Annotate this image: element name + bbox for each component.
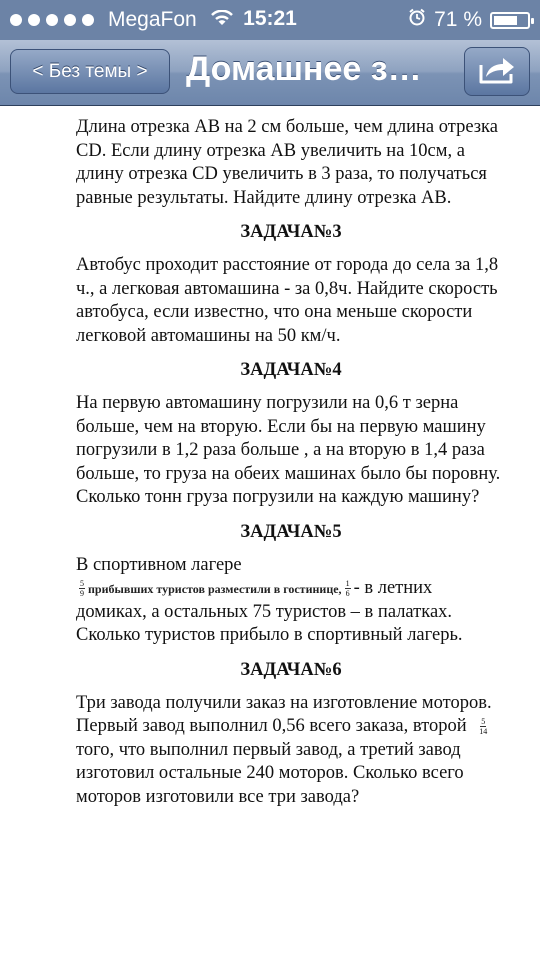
carrier-name: MegaFon [108, 8, 197, 31]
status-bar [0, 0, 540, 40]
share-button[interactable] [464, 47, 530, 96]
navigation-bar [0, 40, 540, 106]
task-4-text: На первую автомашину погрузили на 0,6 т зерна больше, чем на вторую. Если бы на первую машину погрузили в 1,2 раза больше , а на вторую в 1,4 раза больше, то груза на обеих машинах было бы поровну. Сколько тонн груза погрузили на каждую машину? [76, 393, 501, 507]
status-right [408, 8, 530, 32]
back-button[interactable]: < Без темы > [10, 49, 170, 94]
task-5-line-1: В спортивном лагере [76, 554, 242, 575]
fraction [479, 717, 487, 736]
task-6-body [76, 692, 506, 810]
battery-percent: 71 % [434, 8, 482, 31]
document-body [76, 116, 506, 809]
fraction-denominator: 14 [479, 727, 488, 737]
fraction-numerator: 5 [481, 717, 486, 727]
task-5-heading: ЗАДАЧА№5 [240, 521, 342, 542]
task-6-text-after: того, что выполнил первый завод, а третий завод изготовил остальные 240 моторов. Сколько всего моторов изготовили все три завода? [76, 739, 464, 807]
fraction-numerator: 1 [345, 579, 350, 589]
battery-icon [490, 12, 530, 29]
battery-fill [494, 16, 517, 25]
task-5-small-text: прибывших туристов разместили в гостинице, [88, 582, 342, 596]
fraction-denominator: 6 [345, 589, 350, 599]
alarm-clock-icon [408, 8, 426, 32]
task-5-text-after: - в летних домиках, а остальных 75 туристов – в палатках. Сколько туристов прибыло в спортивный лагерь. [76, 578, 463, 645]
task-3-heading: ЗАДАЧА№3 [240, 222, 342, 242]
page-title: Домашнее з… [186, 50, 422, 88]
fraction [345, 579, 351, 598]
share-icon [478, 55, 516, 89]
task-6-text-before: Три завода получили заказ на изготовление моторов. Первый завод выполнил 0,56 всего заказа, второй [76, 692, 492, 736]
fraction-numerator: 5 [80, 579, 84, 589]
fraction [79, 579, 85, 598]
task-5-body [76, 577, 506, 648]
task-4-heading: ЗАДАЧА№4 [240, 360, 342, 380]
status-time: 15:21 [243, 7, 297, 30]
fraction-denominator: 9 [80, 589, 84, 599]
intro-paragraph: Длина отрезка АВ на 2 см больше, чем длина отрезка CD. Если длину отрезка АВ увеличить на 10см, а длину отрезка CD увеличить в 3 раза, то получаться равные результаты. Найдите длину отрезка АВ. [76, 117, 498, 208]
task-3-text: Автобус проходит расстояние от города до села за 1,8 ч., а легковая автомашина - за 0,8ч. Найдите скорость автобуса, если известно, что она меньше скорости легковой автомашины на 50 км/ч. [76, 255, 499, 346]
task-6-heading: ЗАДАЧА№6 [240, 659, 342, 680]
